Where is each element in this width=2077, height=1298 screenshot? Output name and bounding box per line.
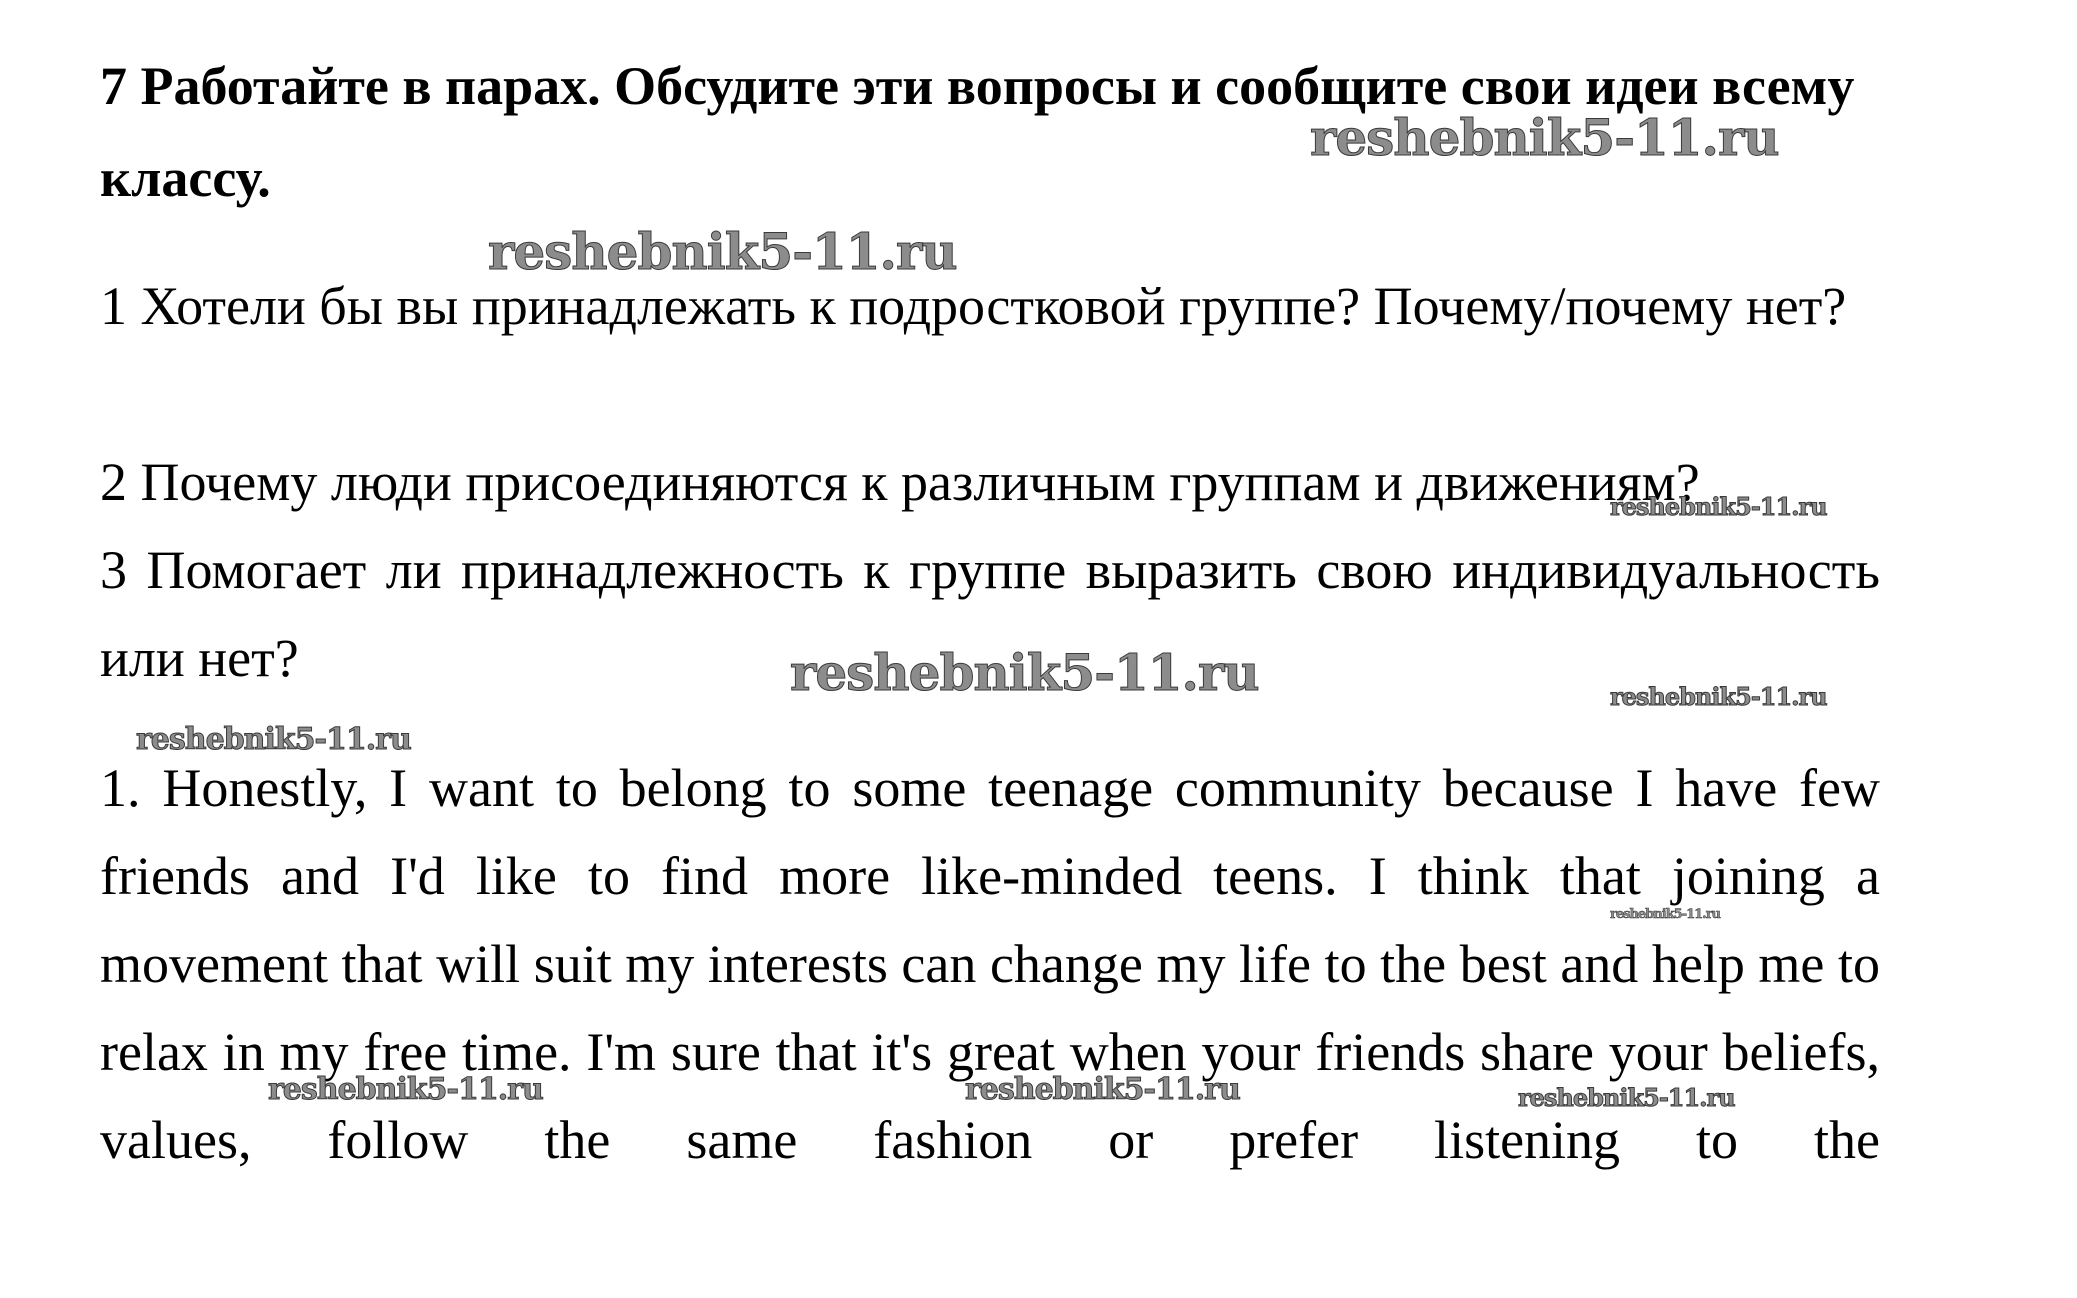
watermark: reshebnik5-11.ru [965, 1072, 1240, 1107]
watermark: reshebnik5-11.ru [790, 643, 1259, 702]
watermark: reshebnik5-11.ru [268, 1072, 543, 1107]
question-1: 1 Хотели бы вы принадлежать к подростковой группе? Почему/почему нет? [100, 276, 1847, 336]
watermark: reshebnik5-11.ru [1610, 682, 1827, 711]
exercise-title: 7 Работайте в парах. Обсудите эти вопросы и сообщите свои идеи всему классу. [100, 56, 1855, 208]
watermark: reshebnik5-11.ru [1518, 1083, 1735, 1112]
answer-paragraph-1: 1. Honestly, I want to belong to some teenage community because I have few friends and I'd like to find more like-minded teens. I think that joining a movement that will suit my interests can change my life to the best and help me to relax in my free time. I'm sure that it's great when your friends share your beliefs, values, follow the same fashion or prefer listening to the [100, 758, 1880, 1170]
watermark: reshebnik5-11.ru [488, 222, 957, 281]
watermark: reshebnik5-11.ru [1610, 907, 1721, 922]
watermark: reshebnik5-11.ru [1610, 492, 1827, 521]
question-2: 2 Почему люди присоединяются к различным группам и движениям? [100, 452, 1700, 512]
question-3: 3 Помогает ли принадлежность к группе выразить свою индивидуальность или нет? [100, 540, 1880, 688]
watermark: reshebnik5-11.ru [136, 722, 411, 757]
watermark: reshebnik5-11.ru [1310, 108, 1779, 167]
